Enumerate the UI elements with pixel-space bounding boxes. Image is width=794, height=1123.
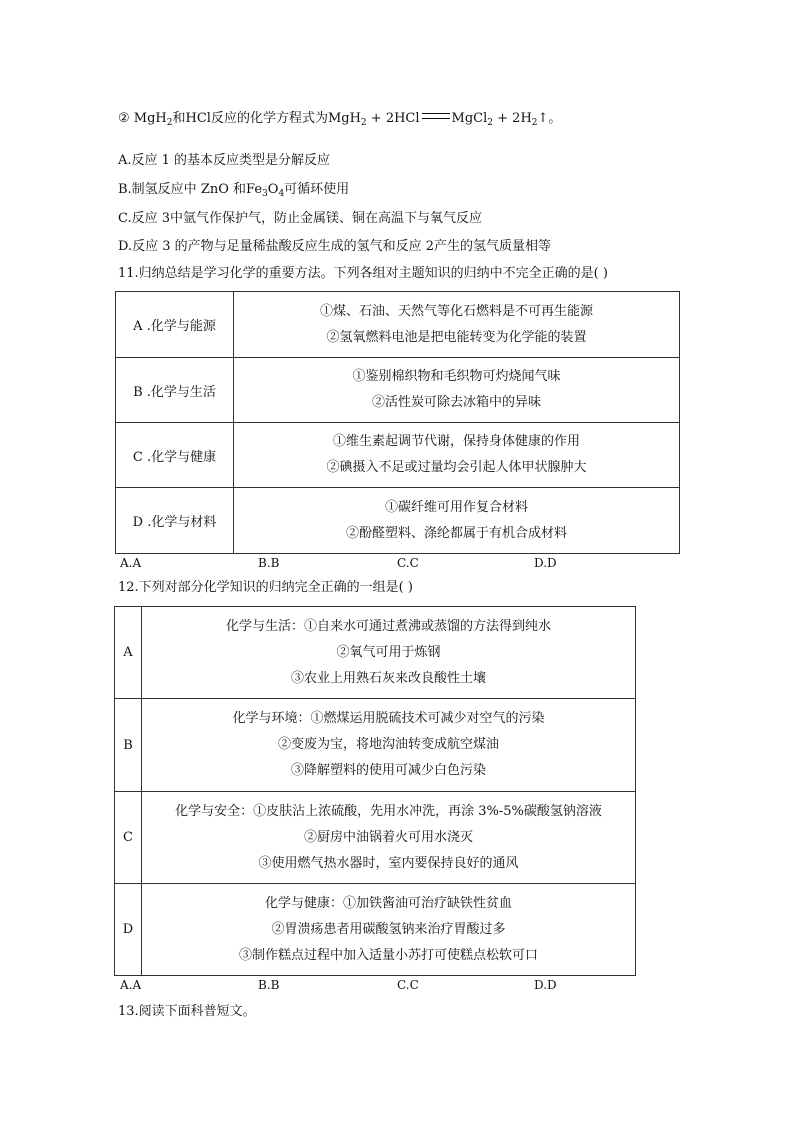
row-content: 化学与生活：①自来水可通过煮沸或蒸馏的方法得到纯水 ②氧气可用于炼钢 ③农业上用熟石灰来改良酸性土壤: [142, 607, 636, 699]
option-c: C.C: [397, 556, 419, 570]
row-label: B: [115, 699, 142, 792]
q10-option-c: C.反应 3中氩气作保护气，防止金属镁、铜在高温下与氧气反应: [118, 211, 483, 226]
row-label: B .化学与生活: [116, 358, 234, 423]
q10-option-a: A.反应 1 的基本反应类型是分解反应: [118, 153, 331, 168]
equals-sign: [422, 113, 450, 119]
table-row: [116, 423, 680, 488]
option-d: D.D: [534, 556, 557, 570]
table-row: [116, 292, 680, 358]
option-a: A.A: [120, 556, 142, 570]
equation-line: ② MgH$_2$和HCl反应的化学方程式为MgH$_2$ + 2HCl MgCl$_2$ + $2H_2↑$。: [118, 111, 562, 128]
row-content: 化学与健康：①加铁酱油可治疗缺铁性贫血 ②胃溃疡患者用碳酸氢钠来治疗胃酸过多 ③制作糕点过程中加入适量小苏打可使糕点松软可口: [142, 884, 636, 976]
row-label: A: [115, 607, 142, 699]
table-row: [115, 792, 636, 884]
q10-option-b: B.制氢反应中 ZnO 和$Fe_3O_4$可循环使用: [118, 182, 350, 199]
circled-number: ②: [118, 111, 130, 126]
option-c: C.C: [397, 978, 419, 992]
table-row: [116, 488, 680, 554]
q13-stem: 13.阅读下面科普短文。: [118, 1004, 256, 1019]
row-label: D .化学与材料: [116, 488, 234, 554]
option-b: B.B: [258, 978, 280, 992]
table-row: [115, 884, 636, 976]
row-label: C: [115, 792, 142, 884]
q12-table: [114, 606, 636, 976]
row-content: ①碳纤维可用作复合材料 ②酚醛塑料、涤纶都属于有机合成材料: [234, 488, 680, 554]
row-content: ①维生素起调节代谢，保持身体健康的作用 ②碘摄入不足或过量均会引起人体甲状腺肿大: [234, 423, 680, 488]
row-content: ①鉴别棉织物和毛织物可灼烧闻气味 ②活性炭可除去冰箱中的异味: [234, 358, 680, 423]
option-d: D.D: [534, 978, 557, 992]
row-label: A .化学与能源: [116, 292, 234, 358]
table-row: [115, 607, 636, 699]
row-content: ①煤、石油、天然气等化石燃料是不可再生能源 ②氢氧燃料电池是把电能转变为化学能的装置: [234, 292, 680, 358]
row-label: C .化学与健康: [116, 423, 234, 488]
option-a: A.A: [120, 978, 142, 992]
row-content: 化学与安全：①皮肤沾上浓硫酸，先用水冲洗，再涂 3%-5%碳酸氢钠溶液 ②厨房中油锅着火可用水浇灭 ③使用燃气热水器时，室内要保持良好的通风: [142, 792, 636, 884]
table-row: [115, 699, 636, 792]
option-b: B.B: [258, 556, 280, 570]
q12-stem: 12.下列对部分化学知识的归纳完全正确的一组是( ): [118, 580, 413, 595]
table-row: [116, 358, 680, 423]
q11-table: [115, 291, 680, 554]
row-content: 化学与环境：①燃煤运用脱硫技术可减少对空气的污染 ②变废为宝，将地沟油转变成航空煤油 ③降解塑料的使用可减少白色污染: [142, 699, 636, 792]
row-label: D: [115, 884, 142, 976]
q11-stem: 11.归纳总结是学习化学的重要方法。下列各组对主题知识的归纳中不完全正确的是( ): [118, 266, 608, 281]
q10-option-d: D.反应 3 的产物与足量稀盐酸反应生成的氢气和反应 2产生的氢气质量相等: [118, 239, 552, 254]
